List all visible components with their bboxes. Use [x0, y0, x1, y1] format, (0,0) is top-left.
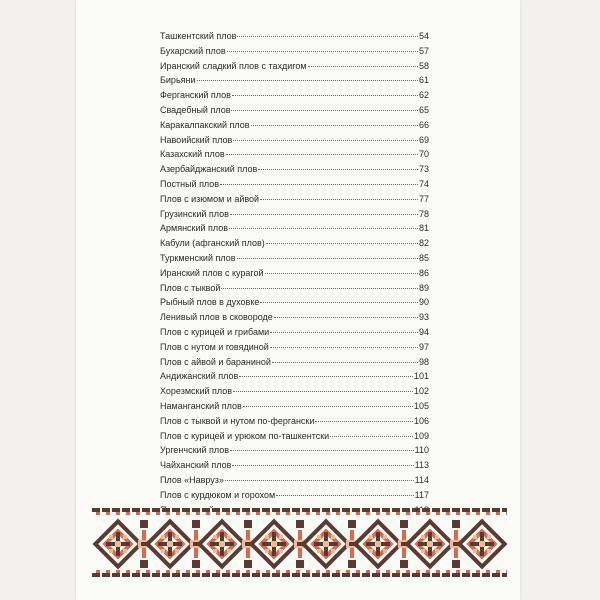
toc-entry-title: Азербайджанский плов	[160, 164, 258, 175]
toc-entry-page: 81	[418, 223, 429, 234]
toc-entry	[160, 236, 429, 251]
toc-entry-title: Рыбный плов в духовке	[160, 297, 260, 308]
toc-leader-dots	[260, 302, 418, 303]
toc-entry	[160, 73, 429, 88]
toc-entry	[160, 399, 429, 414]
toc-entry-page: 74	[418, 178, 429, 189]
toc-entry-page: 93	[418, 312, 429, 323]
toc-entry-page: 94	[418, 326, 429, 337]
toc-entry-page: 98	[418, 356, 429, 367]
toc-entry	[160, 88, 429, 103]
toc-leader-dots	[237, 258, 418, 259]
toc-leader-dots	[232, 465, 413, 466]
toc-entry-page: 86	[418, 267, 429, 278]
toc-entry-title: Ферганский плов	[160, 90, 231, 101]
toc-entry-title: Ленивый плов в сковороде	[160, 312, 273, 323]
toc-entry-title: Иранский плов с курагой	[160, 267, 264, 278]
toc-entry-title: Плов с тыквой и нутом по-ферганcки	[160, 415, 315, 426]
toc-entry-page: 78	[418, 208, 429, 219]
toc-leader-dots	[315, 421, 413, 422]
toc-entry-page: 85	[418, 252, 429, 263]
toc-leader-dots	[260, 199, 418, 200]
toc-entry-page: 69	[418, 134, 429, 145]
toc-entry-page: 77	[418, 193, 429, 204]
toc-entry-page: 114	[414, 474, 429, 485]
toc-entry-title: Плов с нутом и говядиной	[160, 341, 269, 352]
toc-entry-title: Хорезмский плов	[160, 386, 233, 397]
toc-entry-page: 61	[418, 75, 429, 86]
toc-entry-page: 65	[418, 104, 429, 115]
toc-leader-dots	[266, 243, 418, 244]
toc-entry-title: Плов с айвой и бараниной	[160, 356, 271, 367]
toc-entry-page: 106	[413, 415, 429, 426]
toc-entry-title: Постный плов	[160, 178, 220, 189]
toc-leader-dots	[220, 184, 418, 185]
toc-entry	[160, 44, 429, 59]
toc-entry-title: Плов с курицей и урюком по-ташкентски	[160, 430, 330, 441]
toc-leader-dots	[265, 273, 418, 274]
toc-leader-dots	[274, 317, 418, 318]
toc-leader-dots	[308, 66, 418, 67]
toc-entry-title: Ургенчский плов	[160, 445, 230, 456]
toc-entry	[160, 340, 429, 355]
toc-leader-dots	[230, 450, 414, 451]
toc-entry-title: Плов с курицей и грибами	[160, 326, 270, 337]
toc-entry-page: 90	[418, 297, 429, 308]
toc-entry-title: Плов «Навруз»	[160, 474, 224, 485]
toc-entry	[160, 266, 429, 281]
toc-entry-page: 62	[418, 90, 429, 101]
toc-leader-dots	[270, 347, 418, 348]
toc-leader-dots	[233, 391, 413, 392]
toc-entry-title: Грузинский плов	[160, 208, 229, 219]
toc-leader-dots	[230, 214, 418, 215]
toc-entry	[160, 310, 429, 325]
toc-entry-title: Иранский сладкий плов с тахдигом	[160, 60, 307, 71]
toc-entry-page: 113	[414, 460, 429, 471]
toc-entry	[160, 147, 429, 162]
toc-entry-title: Ташкентский плов	[160, 31, 237, 41]
toc-entry-page: 58	[418, 60, 429, 71]
toc-entry	[160, 59, 429, 74]
toc-entry	[160, 384, 429, 399]
toc-entry-title: Плов с изюмом и айвой	[160, 193, 260, 204]
toc-entry-page: 109	[413, 430, 429, 441]
toc-entry-title: Кабули (афганский плов)	[160, 238, 265, 249]
toc-entry-title: Бирьяни	[160, 75, 196, 86]
toc-entry-page: 66	[418, 119, 429, 130]
toc-leader-dots	[229, 228, 418, 229]
toc-entry	[160, 369, 429, 384]
toc-entry	[160, 281, 429, 296]
toc-leader-dots	[225, 480, 414, 481]
toc-leader-dots	[221, 288, 418, 289]
toc-entry	[160, 443, 429, 458]
toc-entry-page: 110	[414, 445, 429, 456]
toc-entry-title: Наманганский плов	[160, 400, 242, 411]
toc-entry-title: Андижанский плов	[160, 371, 239, 382]
toc-entry-page: 89	[418, 282, 429, 293]
toc-leader-dots	[237, 36, 418, 37]
toc-entry-page: 97	[418, 341, 429, 352]
toc-entry	[160, 488, 429, 503]
toc-entry-page: 105	[413, 400, 429, 411]
toc-leader-dots	[226, 154, 418, 155]
toc-entry-title: Навоийский плов	[160, 134, 233, 145]
toc-entry-title: Свадебный плов	[160, 104, 231, 115]
toc-entry	[160, 295, 429, 310]
toc-entry-title: Казахский плов	[160, 149, 225, 160]
toc-entry	[160, 458, 429, 473]
toc-leader-dots	[330, 436, 413, 437]
toc-entry	[160, 162, 429, 177]
table-of-contents	[160, 29, 429, 562]
toc-entry	[160, 29, 429, 44]
toc-entry	[160, 207, 429, 222]
toc-leader-dots	[251, 125, 418, 126]
toc-entry-page: 101	[413, 371, 429, 382]
toc-entry-page: 57	[418, 45, 429, 56]
toc-entry	[160, 355, 429, 370]
toc-entry-title: Плов с курдюком и горохом	[160, 489, 276, 500]
toc-leader-dots	[233, 140, 418, 141]
toc-entry-title: Плов с тыквой	[160, 282, 221, 293]
toc-entry	[160, 177, 429, 192]
toc-leader-dots	[272, 362, 418, 363]
toc-leader-dots	[227, 51, 418, 52]
toc-entry	[160, 118, 429, 133]
geometric-border-ornament-icon	[92, 508, 507, 580]
toc-entry-title: Чайханский плов	[160, 460, 232, 471]
toc-entry	[160, 192, 429, 207]
toc-entry	[160, 103, 429, 118]
toc-leader-dots	[197, 80, 418, 81]
toc-entry-page: 117	[414, 489, 429, 500]
toc-entry-page: 73	[418, 164, 429, 175]
toc-leader-dots	[239, 376, 413, 377]
toc-entry	[160, 133, 429, 148]
toc-entry	[160, 473, 429, 488]
toc-entry	[160, 221, 429, 236]
toc-leader-dots	[270, 332, 418, 333]
toc-entry-title: Каракалпакский плов	[160, 119, 250, 130]
toc-entry-title: Бухарский плов	[160, 45, 226, 56]
toc-entry	[160, 325, 429, 340]
toc-entry-page: 102	[413, 386, 429, 397]
toc-leader-dots	[258, 169, 418, 170]
toc-entry-page: 70	[418, 149, 429, 160]
ornament-border	[92, 508, 507, 580]
toc-entry-page: 54	[418, 31, 429, 41]
toc-leader-dots	[231, 110, 418, 111]
toc-leader-dots	[243, 406, 413, 407]
toc-entry	[160, 251, 429, 266]
toc-leader-dots	[232, 95, 418, 96]
toc-entry	[160, 429, 429, 444]
toc-leader-dots	[276, 495, 413, 496]
toc-entry-title: Армянский плов	[160, 223, 229, 234]
toc-entry	[160, 414, 429, 429]
toc-entry-title: Туркменский плов	[160, 252, 236, 263]
toc-entry-page: 82	[418, 238, 429, 249]
